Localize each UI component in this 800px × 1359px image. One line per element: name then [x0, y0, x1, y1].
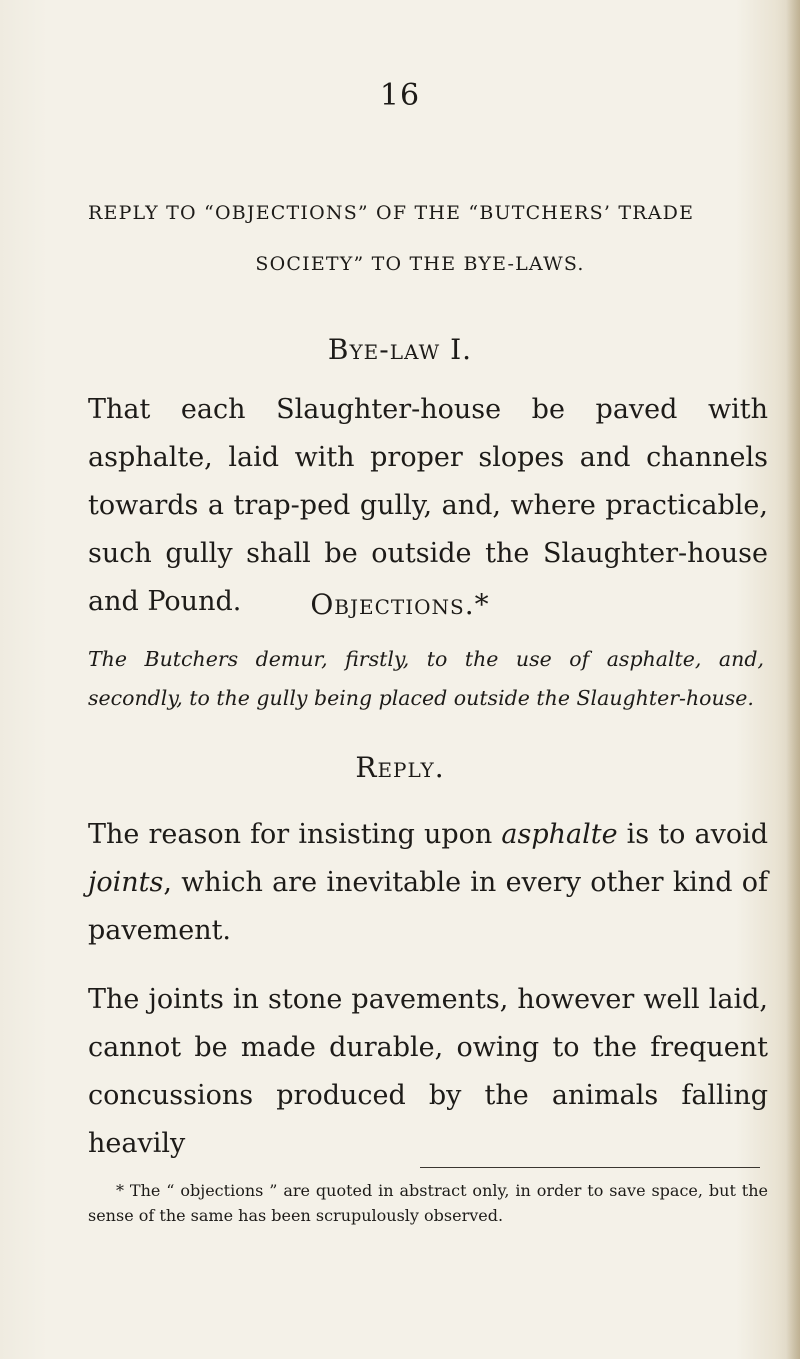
reply-paragraph-1 [88, 811, 768, 955]
reply-p1-text-c: , which are inevitable in every other kind of pavement. [88, 867, 768, 946]
page-edge-shadow [786, 0, 800, 1359]
reply-p1-em-joints: joints [88, 867, 164, 898]
footnote: * The “ objections ” are quoted in abstract only, in order to save space, but the sense of the same has been scrupulously observed. [88, 1181, 768, 1225]
bye-law-title: Bye-law I. [327, 333, 473, 366]
page-number: 16 [379, 78, 421, 113]
reply-p1-text-a: The reason for insisting upon [88, 819, 502, 850]
objections-text: The Butchers demur, firstly, to the use of asphalte, and, secondly, to the gully being placed outside the Slaughter-house. [88, 647, 764, 710]
reply-paragraph-2: The joints in stone pavements, however well laid, cannot be made durable, owing to the frequent concussions produced by the animals falling heavily [88, 984, 768, 1159]
reply-title: Reply. [355, 751, 445, 784]
heading-line-1: REPLY TO “OBJECTIONS” OF THE “BUTCHERS’ TRADE [88, 202, 695, 224]
footnote-divider [420, 1167, 760, 1168]
heading-line-2: SOCIETY” TO THE BYE-LAWS. [255, 253, 585, 275]
reply-p1-text-b: is to avoid [617, 819, 768, 850]
reply-p1-em-asphalte: asphalte [501, 819, 618, 850]
bye-law-text: That each Slaughter-house be paved with asphalte, laid with proper slopes and channels towards a trap-ped gully, and, where practicable, such gully shall be outside the Slaughter-house and Pound. [88, 394, 768, 617]
objections-title: Objections.* [310, 588, 490, 621]
